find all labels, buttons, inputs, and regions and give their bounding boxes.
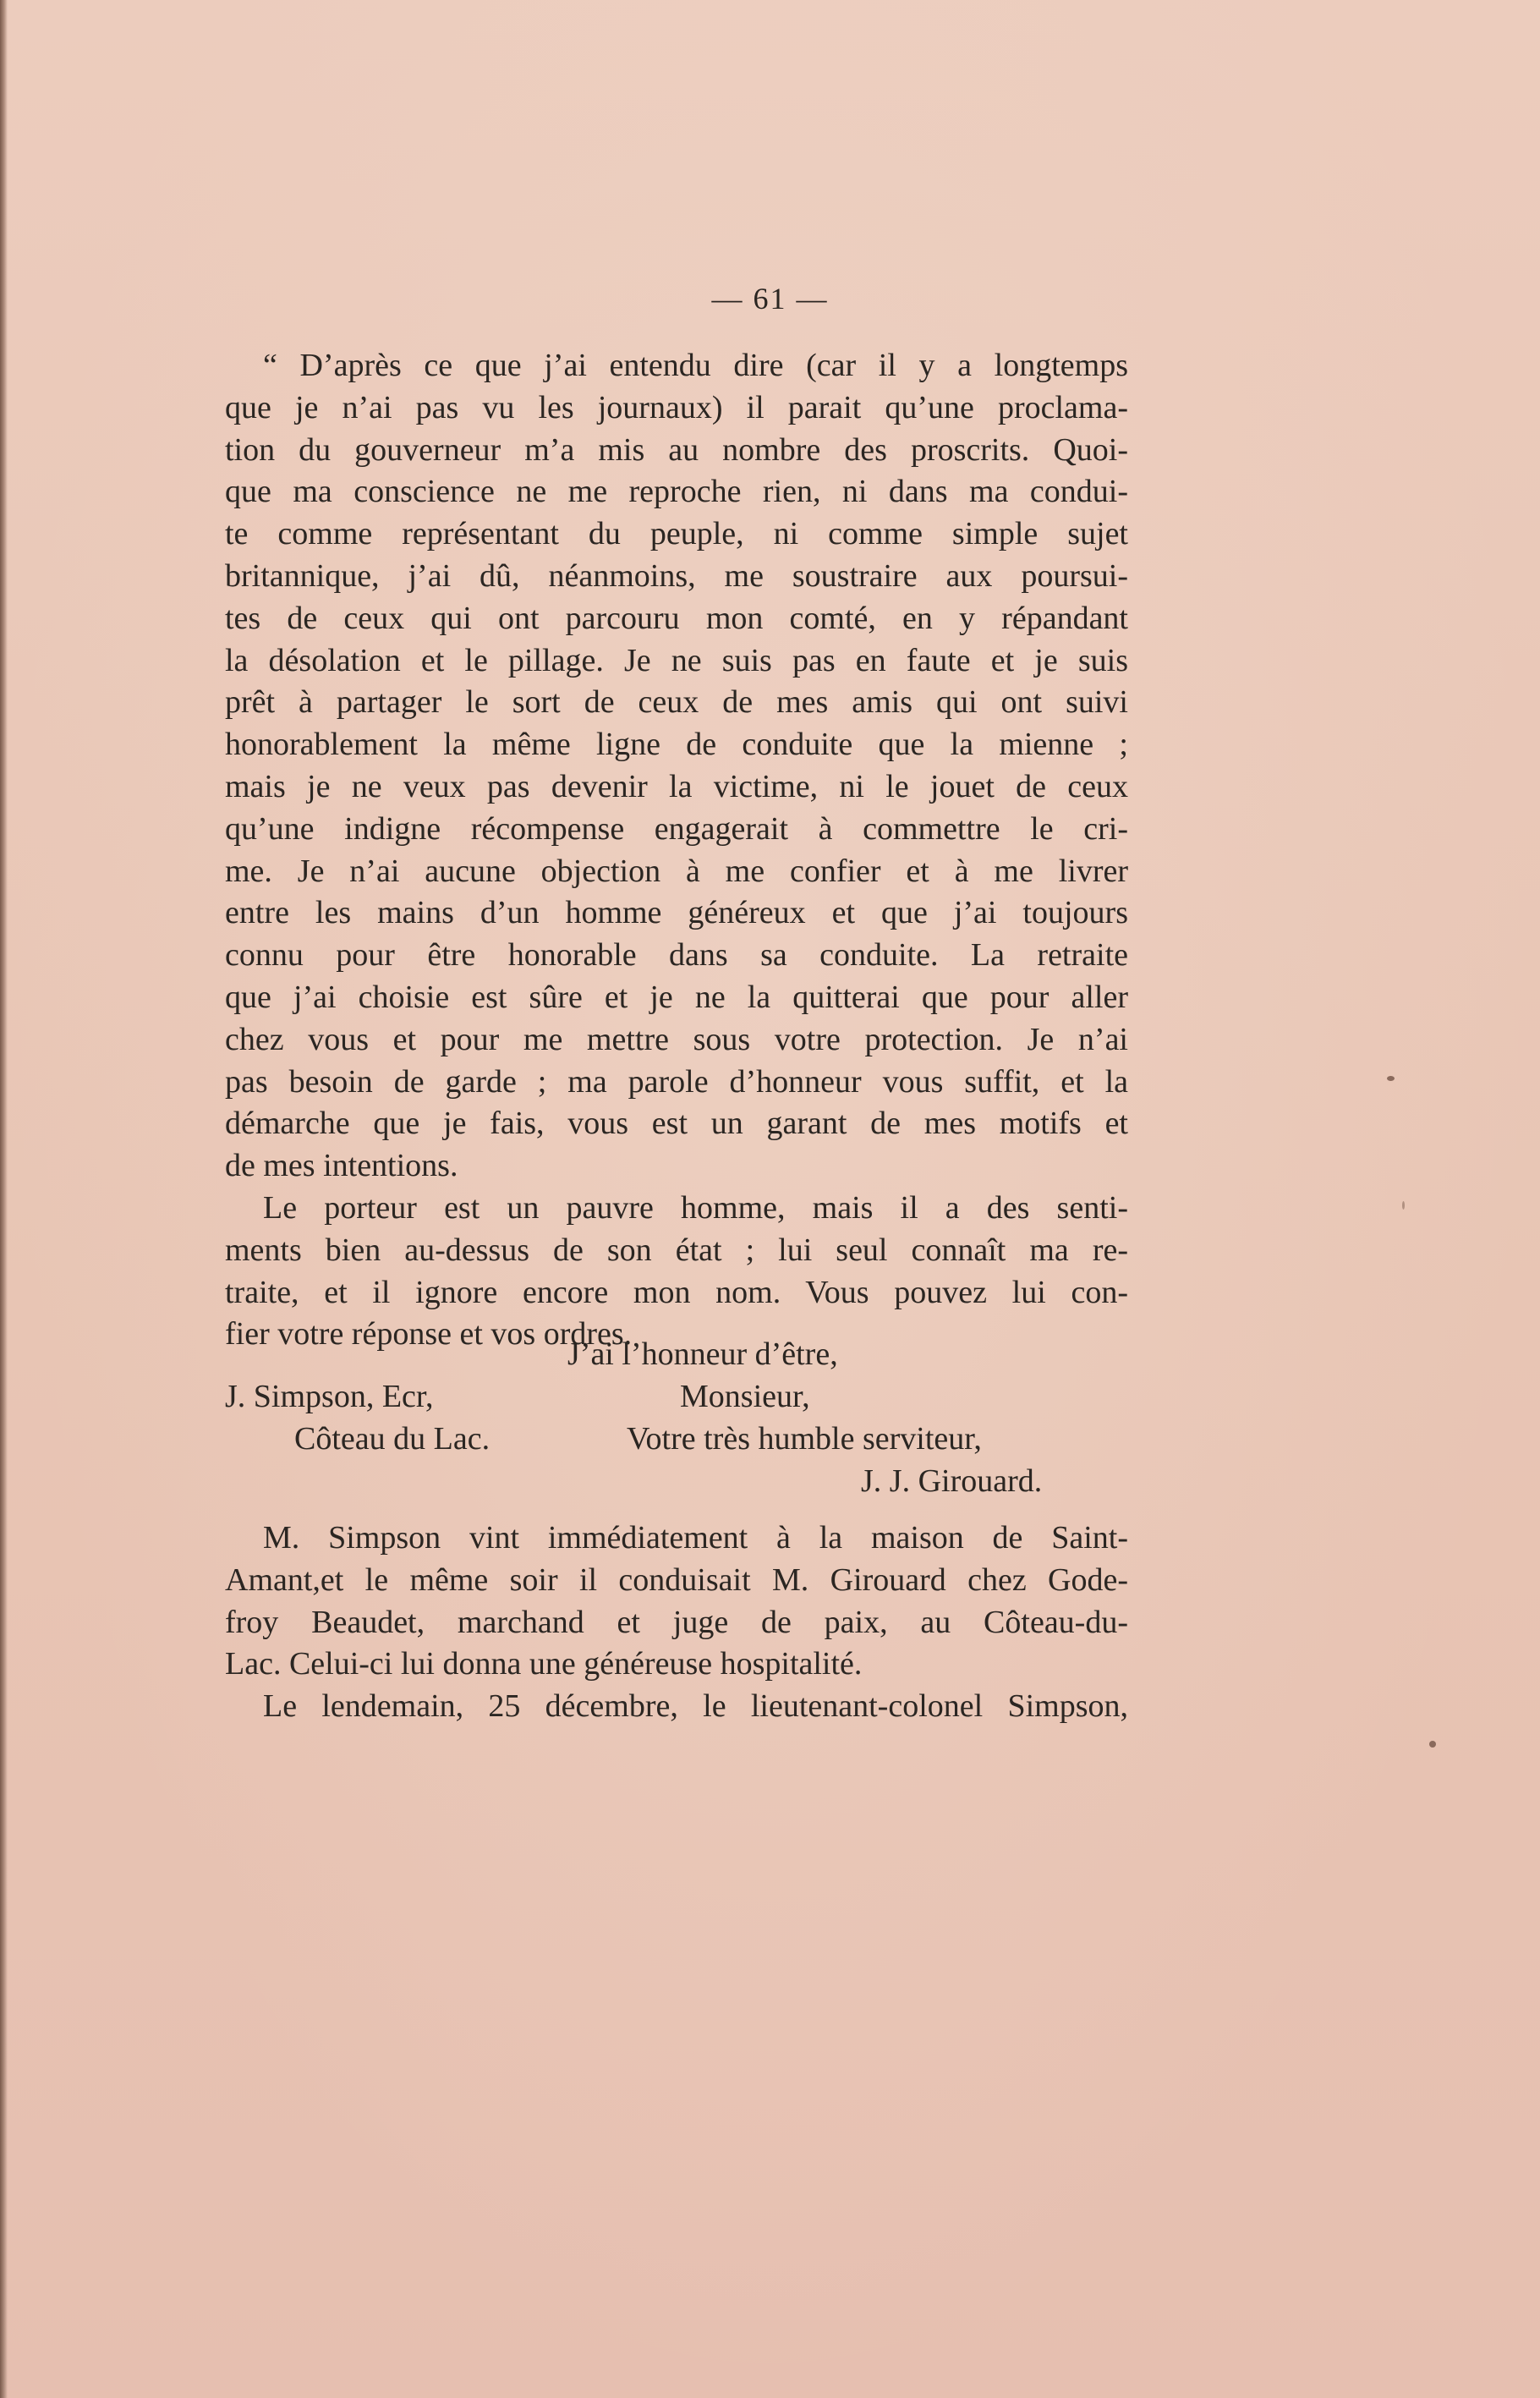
servant-line: Votre très humble serviteur, bbox=[627, 1421, 982, 1457]
text-line: te comme représentant du peuple, ni comme simple sujet bbox=[225, 516, 1128, 552]
text-line: chez vous et pour me mettre sous votre protection. Je n’ai bbox=[225, 1021, 1128, 1057]
text-line: tion du gouverneur m’a mis au nombre des proscrits. Quoi- bbox=[225, 431, 1128, 468]
text-line: démarche que je fais, vous est un garant de mes motifs et bbox=[225, 1106, 1128, 1142]
text-line: traite, et il ignore encore mon nom. Vous pouvez lui con- bbox=[225, 1274, 1128, 1310]
text-line: Amant,et le même soir il conduisait M. Girouard chez Gode- bbox=[225, 1561, 1128, 1598]
paper-speck bbox=[1429, 1741, 1436, 1748]
text-line: connu pour être honorable dans sa conduite. La retraite bbox=[225, 937, 1128, 974]
text-line: que j’ai choisie est sûre et je ne la quitterai que pour aller bbox=[225, 979, 1128, 1015]
text-line: M. Simpson vint immédiatement à la maison de Saint- bbox=[263, 1520, 1128, 1556]
text-line: la désolation et le pillage. Je ne suis pas en faute et je suis bbox=[225, 642, 1128, 678]
narrative-body bbox=[225, 1517, 1128, 1728]
salutation: Monsieur, bbox=[680, 1379, 810, 1414]
recipient-place: Côteau du Lac. bbox=[294, 1421, 490, 1457]
letter-signature-block bbox=[225, 1333, 1128, 1502]
letter-body bbox=[225, 345, 1128, 1356]
text-line: honorablement la même ligne de conduite que la mienne ; bbox=[225, 727, 1128, 763]
paper-speck bbox=[1387, 1076, 1395, 1081]
text-line: qu’une indigne récompense engagerait à commettre le cri- bbox=[225, 810, 1128, 847]
text-line: tes de ceux qui ont parcouru mon comté, en y répandant bbox=[225, 600, 1128, 636]
page-binding-edge bbox=[0, 0, 8, 2398]
text-line: Lac. Celui-ci lui donna une généreuse hospitalité. bbox=[225, 1646, 863, 1682]
text-line: froy Beaudet, marchand et juge de paix, au Côteau-du- bbox=[225, 1604, 1128, 1640]
text-line: me. Je n’ai aucune objection à me confier et à me livrer bbox=[225, 853, 1128, 889]
text-line: que je n’ai pas vu les journaux) il parait qu’une proclama- bbox=[225, 389, 1128, 425]
page-number: — 61 — bbox=[711, 282, 829, 316]
closing-line: J’ai l’honneur d’être, bbox=[567, 1336, 838, 1372]
text-line: ments bien au-dessus de son état ; lui seul connaît ma re- bbox=[225, 1232, 1128, 1268]
text-line: de mes intentions. bbox=[225, 1148, 458, 1184]
text-line: prêt à partager le sort de ceux de mes amis qui ont suivi bbox=[225, 684, 1128, 721]
recipient-name: J. Simpson, Ecr, bbox=[225, 1379, 434, 1414]
text-line: Le porteur est un pauvre homme, mais il a des senti- bbox=[263, 1189, 1128, 1226]
paper-speck bbox=[1402, 1201, 1405, 1210]
text-line: “ D’après ce que j’ai entendu dire (car il y a longtemps bbox=[263, 348, 1128, 383]
text-line: Le lendemain, 25 décembre, le lieutenant-colonel Simpson, bbox=[263, 1688, 1128, 1725]
signer-name: J. J. Girouard. bbox=[861, 1463, 1043, 1499]
text-line: pas besoin de garde ; ma parole d’honneur vous suffit, et la bbox=[225, 1063, 1128, 1100]
text-line: fier votre réponse et vos ordres. bbox=[225, 1316, 633, 1353]
text-line: entre les mains d’un homme généreux et que j’ai toujours bbox=[225, 895, 1128, 931]
text-line: britannique, j’ai dû, néanmoins, me soustraire aux poursui- bbox=[225, 557, 1128, 594]
text-line: mais je ne veux pas devenir la victime, ni le jouet de ceux bbox=[225, 768, 1128, 804]
text-line: que ma conscience ne me reproche rien, ni dans ma condui- bbox=[225, 474, 1128, 510]
